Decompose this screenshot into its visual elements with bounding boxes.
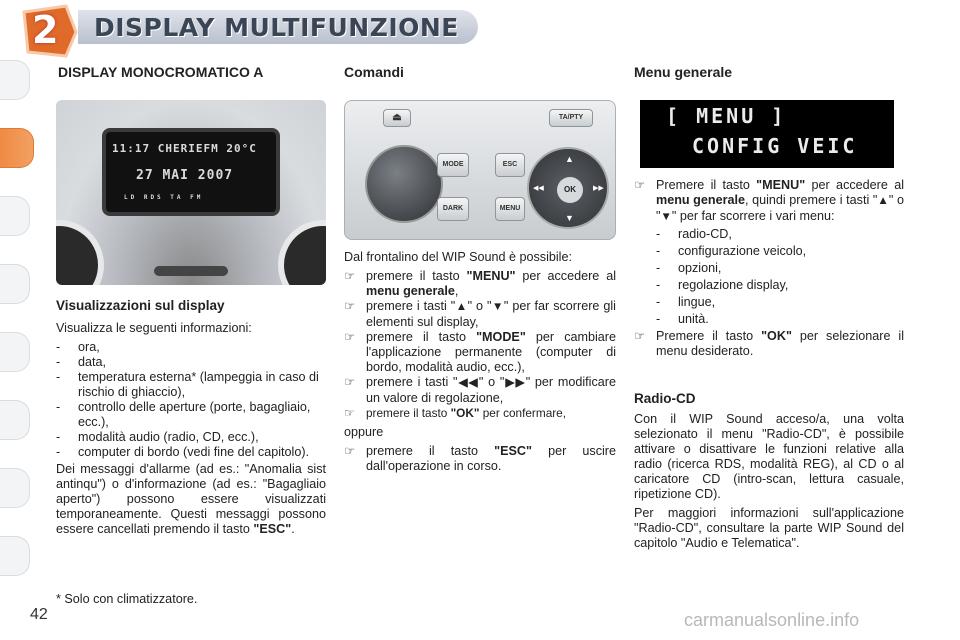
info-list-item — [56, 370, 326, 400]
display-line-3: LD RDS TA FM — [124, 194, 204, 201]
info-list-item — [56, 445, 326, 460]
info-list — [56, 340, 326, 460]
up-arrow-icon: ▲ — [455, 301, 468, 313]
menu-list-item — [656, 295, 904, 310]
left-gauge — [56, 220, 104, 285]
vent-grille — [154, 266, 228, 276]
menu-items-list — [656, 227, 904, 327]
hand-pointer-icon: ☞ — [344, 330, 356, 344]
menu-list-item — [656, 261, 904, 276]
down-arrow-icon: ▼ — [491, 301, 504, 313]
mid-item-esc: ☞ premere il tasto "ESC" per uscire dall'operazione in corso. — [344, 444, 617, 473]
mid-item-ok: ☞ premere il tasto "OK" per confermare, — [344, 406, 567, 420]
hand-pointer-icon: ☞ — [634, 329, 646, 343]
hand-pointer-icon: ☞ — [344, 406, 355, 420]
left-arrow-icon[interactable]: ◀◀ — [533, 185, 544, 192]
info-list-text: controllo delle aperture (porte, bagagliaio, ecc.), — [78, 400, 311, 429]
right-heading: Menu generale — [634, 64, 733, 80]
chapter-tab[interactable] — [0, 468, 30, 508]
display-subheading: Visualizzazioni sul display — [56, 298, 225, 313]
hand-pointer-icon: ☞ — [344, 299, 356, 313]
mid-item-adjust: ☞ premere i tasti "◀◀" o "▶▶" per modificare un valore di regolazione, — [344, 375, 616, 405]
hand-pointer-icon: ☞ — [344, 444, 356, 458]
dashboard-photo — [56, 100, 326, 285]
chapter-tab-active[interactable] — [0, 128, 34, 168]
info-list-text: temperatura esterna* (lampeggia in caso di rischio di ghiaccio), — [78, 370, 319, 399]
info-list-item — [56, 340, 326, 355]
menu-display-line-1: [ MENU ] — [666, 104, 787, 128]
dash-marker: - — [56, 340, 61, 354]
dark-button[interactable]: DARK — [437, 197, 469, 221]
info-list-text: ora, — [78, 340, 100, 354]
mid-item-mode: ☞ premere il tasto "MODE" per cambiare l'applicazione permanente (computer di bordo, modalità audio, ecc.), — [344, 330, 616, 374]
hand-pointer-icon: ☞ — [344, 375, 356, 389]
left-intro: Visualizza le seguenti informazioni: — [56, 321, 252, 335]
radio-cd-heading: Radio-CD — [634, 391, 696, 406]
dash-marker: - — [656, 227, 661, 241]
chapter-tabs — [0, 60, 40, 580]
menu-list-text: configurazione veicolo, — [678, 244, 807, 258]
paragraph-text: Dei messaggi d'allarme (ad es.: "Anomalia sist antinqu") o d'informazione (ad es.: "Bagagliaio aperto") possono essere visualizzati temporaneamente. Questi messaggi possono essere cancellati premendo il tasto — [56, 462, 326, 536]
navigation-pad[interactable] — [527, 147, 609, 229]
chapter-tab[interactable] — [0, 264, 30, 304]
left-paragraph — [56, 462, 326, 537]
menu-list-item — [656, 227, 904, 242]
ok-button[interactable]: OK — [557, 177, 583, 203]
right-gauge — [278, 220, 326, 285]
menu-list-item — [656, 278, 904, 293]
volume-knob[interactable] — [365, 145, 443, 223]
radio-cd-paragraph-2: Per maggiori informazioni sull'applicazione "Radio-CD", consultare la parte WIP Sound del capitolo "Audio e Telematica". — [634, 506, 904, 550]
radio-front-panel-photo — [344, 100, 616, 240]
paragraph-end: . — [291, 522, 295, 536]
chapter-tab[interactable] — [0, 332, 30, 372]
right-item-ok: ☞ Premere il tasto "OK" per selezionare il menu desiderato. — [634, 329, 905, 358]
page-title: DISPLAY MULTIFUNZIONE — [94, 13, 459, 42]
dash-marker: - — [656, 278, 661, 292]
mid-heading: Comandi — [344, 64, 404, 80]
info-list-item — [56, 430, 326, 445]
chapter-tab[interactable] — [0, 60, 30, 100]
chapter-tab[interactable] — [0, 536, 30, 576]
display-line-2: 27 MAI 2007 — [136, 168, 234, 183]
dash-marker: - — [56, 400, 61, 414]
menu-list-item — [656, 312, 904, 327]
eject-icon[interactable]: ⏏ — [383, 109, 411, 127]
watermark: carmanualsonline.info — [684, 610, 860, 630]
radio-cd-paragraph-1: Con il WIP Sound acceso/a, una volta selezionato il menu "Radio-CD", è possibile attivare o disattivare le funzioni relative alla radio (ricerca RDS, modalità REG), al CD o al caricatore CD (intro-scan, lettura casuale, ripetizione CD). — [634, 412, 904, 501]
ta-pty-button[interactable]: TA/PTY — [549, 109, 593, 127]
chapter-tab[interactable] — [0, 400, 30, 440]
dash-marker: - — [56, 445, 61, 459]
rewind-icon: ◀◀ — [457, 377, 479, 389]
footnote: * Solo con climatizzatore. — [56, 592, 198, 606]
info-list-text: computer di bordo (vedi fine del capitolo). — [78, 445, 310, 459]
mid-column-text — [344, 250, 616, 474]
left-column-text — [56, 298, 326, 541]
dash-marker: - — [56, 430, 61, 444]
mid-intro: Dal frontalino del WIP Sound è possibile: — [344, 250, 572, 264]
menu-list-text: lingue, — [678, 295, 716, 309]
info-list-item — [56, 400, 326, 430]
dash-marker: - — [656, 261, 661, 275]
page-header — [0, 0, 960, 52]
dash-marker: - — [656, 295, 661, 309]
right-column-text — [634, 178, 904, 555]
mid-item-menu: ☞ premere il tasto "MENU" per accedere al menu generale, — [344, 269, 617, 298]
hand-pointer-icon: ☞ — [634, 178, 646, 192]
up-arrow-icon[interactable]: ▲ — [565, 154, 574, 164]
right-item-menu: ☞ Premere il tasto "MENU" per accedere al menu generale, quindi premere i tasti "▲" o "▼" per far scorrere i vari menu: — [634, 178, 904, 223]
fast-forward-icon: ▶▶ — [504, 377, 526, 389]
mode-button[interactable]: MODE — [437, 153, 469, 177]
menu-display-photo — [640, 100, 894, 168]
right-arrow-icon[interactable]: ▶▶ — [593, 185, 604, 192]
esc-button[interactable]: ESC — [495, 153, 525, 177]
menu-button[interactable]: MENU — [495, 197, 525, 221]
dash-marker: - — [656, 244, 661, 258]
down-arrow-icon: ▼ — [660, 211, 672, 223]
menu-list-text: regolazione display, — [678, 278, 789, 292]
monochrome-display — [102, 128, 280, 216]
menu-list-text: opzioni, — [678, 261, 722, 275]
oppure-text: oppure — [344, 425, 384, 439]
hand-pointer-icon: ☞ — [344, 269, 356, 283]
chapter-tab[interactable] — [0, 196, 30, 236]
dash-marker: - — [56, 370, 61, 384]
page-number: 42 — [30, 606, 48, 623]
info-list-text: modalità audio (radio, CD, ecc.), — [78, 430, 259, 444]
display-line-1: 11:17 CHERIEFM 20°C — [112, 142, 257, 155]
esc-key-label: "ESC" — [253, 522, 292, 536]
up-arrow-icon: ▲ — [877, 195, 889, 207]
mid-item-scroll: ☞ premere i tasti "▲" o "▼" per far scorrere gli elementi sul display, — [344, 299, 616, 329]
chapter-number: 2 — [32, 8, 59, 52]
menu-list-text: unità. — [678, 312, 709, 326]
left-heading: DISPLAY MONOCROMATICO A — [58, 64, 264, 80]
menu-list-item — [656, 244, 904, 259]
down-arrow-icon[interactable]: ▼ — [565, 213, 574, 223]
menu-display-line-2: CONFIG VEIC — [692, 134, 858, 158]
menu-list-text: radio-CD, — [678, 227, 732, 241]
dash-marker: - — [656, 312, 661, 326]
dash-marker: - — [56, 355, 61, 369]
info-list-text: data, — [78, 355, 107, 369]
info-list-item — [56, 355, 326, 370]
